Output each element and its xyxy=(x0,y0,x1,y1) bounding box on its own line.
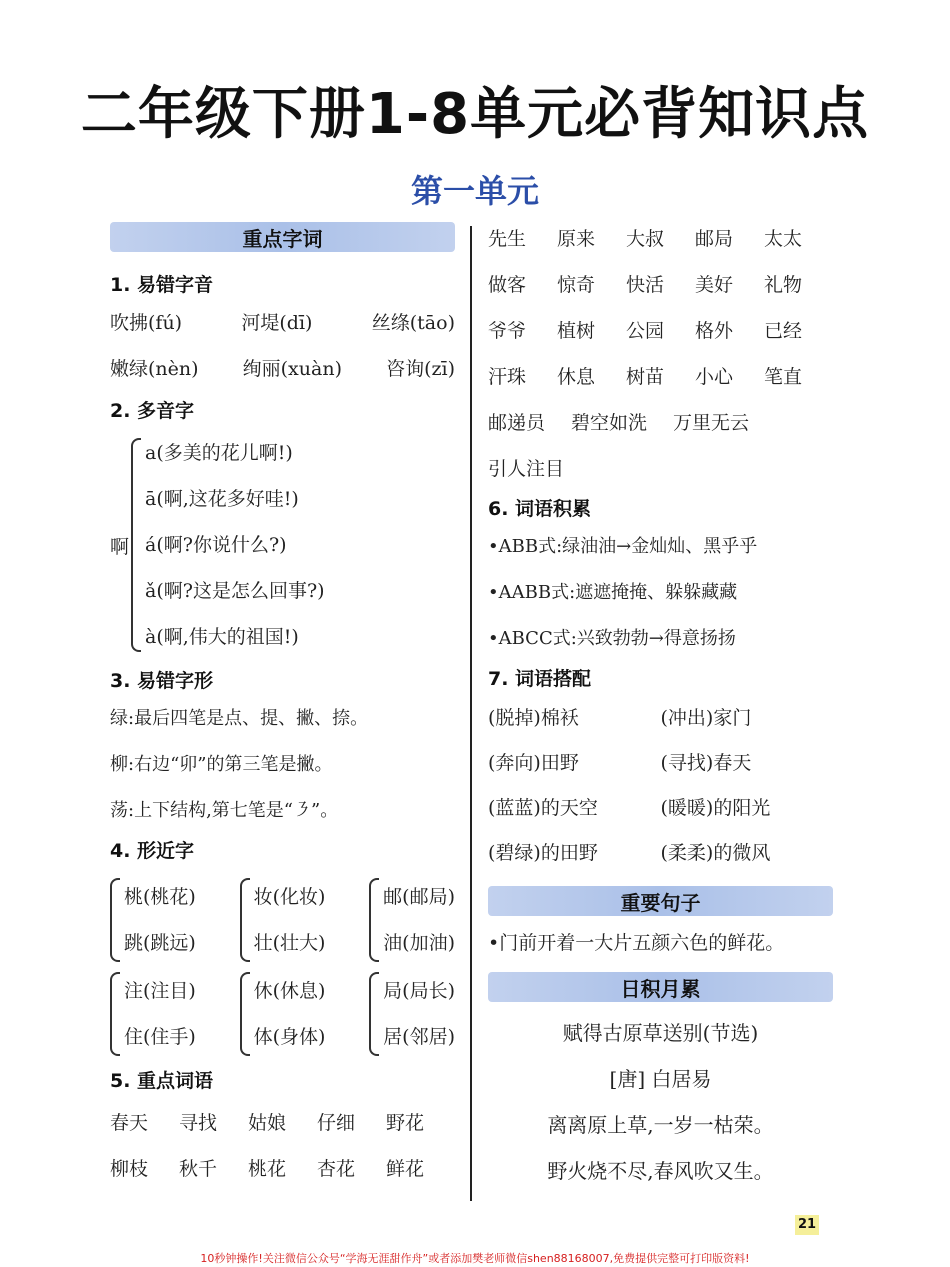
phrase-item: 已经 xyxy=(764,320,803,342)
phrase-item: 小心 xyxy=(695,366,734,388)
brace-icon xyxy=(110,972,120,1056)
heading-collocation: 7. 词语搭配 xyxy=(488,668,592,690)
brace-icon xyxy=(131,438,141,652)
similar-item: 妆(化妆) xyxy=(253,886,326,908)
poem-line: 野火烧不尽,春风吹又生。 xyxy=(547,1159,774,1183)
similar-item: 壮(壮大) xyxy=(253,932,326,954)
similar-item: 邮(邮局) xyxy=(383,886,455,908)
page-number: 21 xyxy=(795,1215,819,1235)
similar-group xyxy=(240,874,326,966)
phrase-item: 寻找 xyxy=(179,1112,218,1134)
footer-notice: 10秒钟操作!关注微信公众号“学海无涯甜作舟”或者添加樊老师微信shen88168007,免费提供完整可打印版资料! xyxy=(200,1252,750,1265)
brace-icon xyxy=(369,878,379,962)
heading-pronunciation: 1. 易错字音 xyxy=(110,274,214,296)
similar-group xyxy=(110,874,196,966)
similar-item: 体(身体) xyxy=(253,1026,326,1048)
similar-item: 局(局长) xyxy=(383,980,455,1002)
column-divider xyxy=(470,226,472,1201)
phrase-item: 礼物 xyxy=(764,274,803,296)
phrase-item: 柳枝 xyxy=(110,1158,149,1180)
phrase-item: 美好 xyxy=(695,274,734,296)
poem-author: [唐] 白居易 xyxy=(609,1067,712,1091)
phrase-item: 邮递员 xyxy=(488,412,546,434)
phrase-item: 大叔 xyxy=(626,228,665,250)
phrase-item: 公园 xyxy=(626,320,665,342)
phrase-item: 快活 xyxy=(626,274,665,296)
phrase-item: 植树 xyxy=(557,320,596,342)
polyphone-item: ā(啊,这花多好哇!) xyxy=(145,488,299,510)
collocation-item: (寻找)春天 xyxy=(660,752,752,774)
key-phrase-grid xyxy=(110,1100,455,1192)
key-sentence: •门前开着一大片五颜六色的鲜花。 xyxy=(488,932,785,954)
accumulation-item: •AABB式:遮遮掩掩、躲躲藏藏 xyxy=(488,582,738,603)
phrase-item: 鲜花 xyxy=(386,1158,425,1180)
polyphone-item: ǎ(啊?这是怎么回事?) xyxy=(145,580,325,602)
collocation-grid xyxy=(488,696,833,876)
polyphone-char: 啊 xyxy=(110,535,130,558)
similar-group xyxy=(240,968,326,1060)
key-phrase-grid-continued xyxy=(488,216,833,400)
phrase-item: 太太 xyxy=(764,228,803,250)
collocation-item: (碧绿)的田野 xyxy=(488,842,598,864)
collocation-item: (奔向)田野 xyxy=(488,752,579,774)
polyphone-item: à(啊,伟大的祖国!) xyxy=(145,626,299,648)
shape-item: 柳:右边“卯”的第三笔是撇。 xyxy=(110,754,333,775)
heading-polyphone: 2. 多音字 xyxy=(110,400,195,422)
heading-key-phrases: 5. 重点词语 xyxy=(110,1070,214,1092)
similar-item: 跳(跳远) xyxy=(124,932,196,954)
phrase-item: 碧空如洗 xyxy=(571,412,648,434)
similar-item: 油(加油) xyxy=(383,932,455,954)
banner-daily-accumulation: 日积月累 xyxy=(488,972,833,1002)
banner-key-sentences: 重要句子 xyxy=(488,886,833,916)
word-item: 吹拂(fú) xyxy=(110,312,183,334)
poem-title: 赋得古原草送别(节选) xyxy=(562,1021,759,1045)
right-column xyxy=(488,216,833,1194)
poem-line: 离离原上草,一岁一枯荣。 xyxy=(547,1113,774,1137)
brace-icon xyxy=(240,878,250,962)
phrase-item: 原来 xyxy=(557,228,596,250)
phrase-item: 爷爷 xyxy=(488,320,527,342)
collocation-item: (暖暖)的阳光 xyxy=(660,797,771,819)
similar-group-row xyxy=(110,874,455,966)
similar-item: 注(注目) xyxy=(124,980,196,1002)
similar-group-row xyxy=(110,968,455,1060)
similar-group xyxy=(369,874,455,966)
accumulation-item: •ABCC式:兴致勃勃→得意扬扬 xyxy=(488,628,736,649)
banner-key-words: 重点字词 xyxy=(110,222,455,252)
collocation-item: (脱掉)棉袄 xyxy=(488,707,579,729)
polyphone-block xyxy=(110,430,455,660)
phrase-item: 秋千 xyxy=(179,1158,218,1180)
left-column xyxy=(110,222,455,1192)
similar-item: 居(邻居) xyxy=(383,1026,455,1048)
phrase-item: 惊奇 xyxy=(557,274,596,296)
shape-item: 绿:最后四笔是点、提、撇、捺。 xyxy=(110,708,369,729)
collocation-item: (冲出)家门 xyxy=(660,707,752,729)
polyphone-item: a(多美的花儿啊!) xyxy=(145,442,293,464)
polyphone-item: á(啊?你说什么?) xyxy=(145,534,287,556)
similar-item: 住(住手) xyxy=(124,1026,196,1048)
phrase-item: 邮局 xyxy=(695,228,734,250)
phrase-item: 树苗 xyxy=(626,366,665,388)
similar-item: 休(休息) xyxy=(253,980,326,1002)
accumulation-item: •ABB式:绿油油→金灿灿、黑乎乎 xyxy=(488,536,758,557)
heading-shape: 3. 易错字形 xyxy=(110,670,214,692)
phrase-item: 仔细 xyxy=(317,1112,356,1134)
page-title: 二年级下册1-8单元必背知识点 xyxy=(80,82,870,147)
poem xyxy=(488,1010,833,1194)
brace-icon xyxy=(110,878,120,962)
phrase-item: 引人注目 xyxy=(488,458,565,480)
word-item: 嫩绿(nèn) xyxy=(110,358,199,380)
phrase-item: 笔直 xyxy=(764,366,803,388)
word-item: 河堤(dī) xyxy=(241,312,313,334)
collocation-item: (蓝蓝)的天空 xyxy=(488,797,598,819)
word-item: 丝绦(tāo) xyxy=(371,312,455,334)
word-item: 绚丽(xuàn) xyxy=(242,358,342,380)
phrase-item: 万里无云 xyxy=(673,412,750,434)
phrase-item: 汗珠 xyxy=(488,366,527,388)
pronunciation-row xyxy=(110,300,455,346)
similar-group xyxy=(369,968,455,1060)
pronunciation-row xyxy=(110,346,455,392)
collocation-item: (柔柔)的微风 xyxy=(660,842,771,864)
phrase-item: 姑娘 xyxy=(248,1112,287,1134)
phrase-item: 野花 xyxy=(386,1112,425,1134)
shape-item: 荡:上下结构,第七笔是“㇋”。 xyxy=(110,800,339,821)
phrase-item: 做客 xyxy=(488,274,527,296)
word-item: 咨询(zī) xyxy=(386,358,455,380)
phrase-item: 春天 xyxy=(110,1112,149,1134)
phrase-item: 格外 xyxy=(695,320,734,342)
heading-similar: 4. 形近字 xyxy=(110,840,195,862)
heading-accumulation: 6. 词语积累 xyxy=(488,498,592,520)
similar-item: 桃(桃花) xyxy=(124,886,196,908)
brace-icon xyxy=(240,972,250,1056)
similar-group xyxy=(110,968,196,1060)
phrase-item: 桃花 xyxy=(248,1158,287,1180)
polyphone-list xyxy=(145,430,325,660)
brace-icon xyxy=(369,972,379,1056)
unit-title: 第一单元 xyxy=(410,172,539,210)
phrase-item: 休息 xyxy=(557,366,596,388)
phrase-item: 杏花 xyxy=(317,1158,356,1180)
phrase-item: 先生 xyxy=(488,228,527,250)
phrase-row xyxy=(488,400,833,446)
